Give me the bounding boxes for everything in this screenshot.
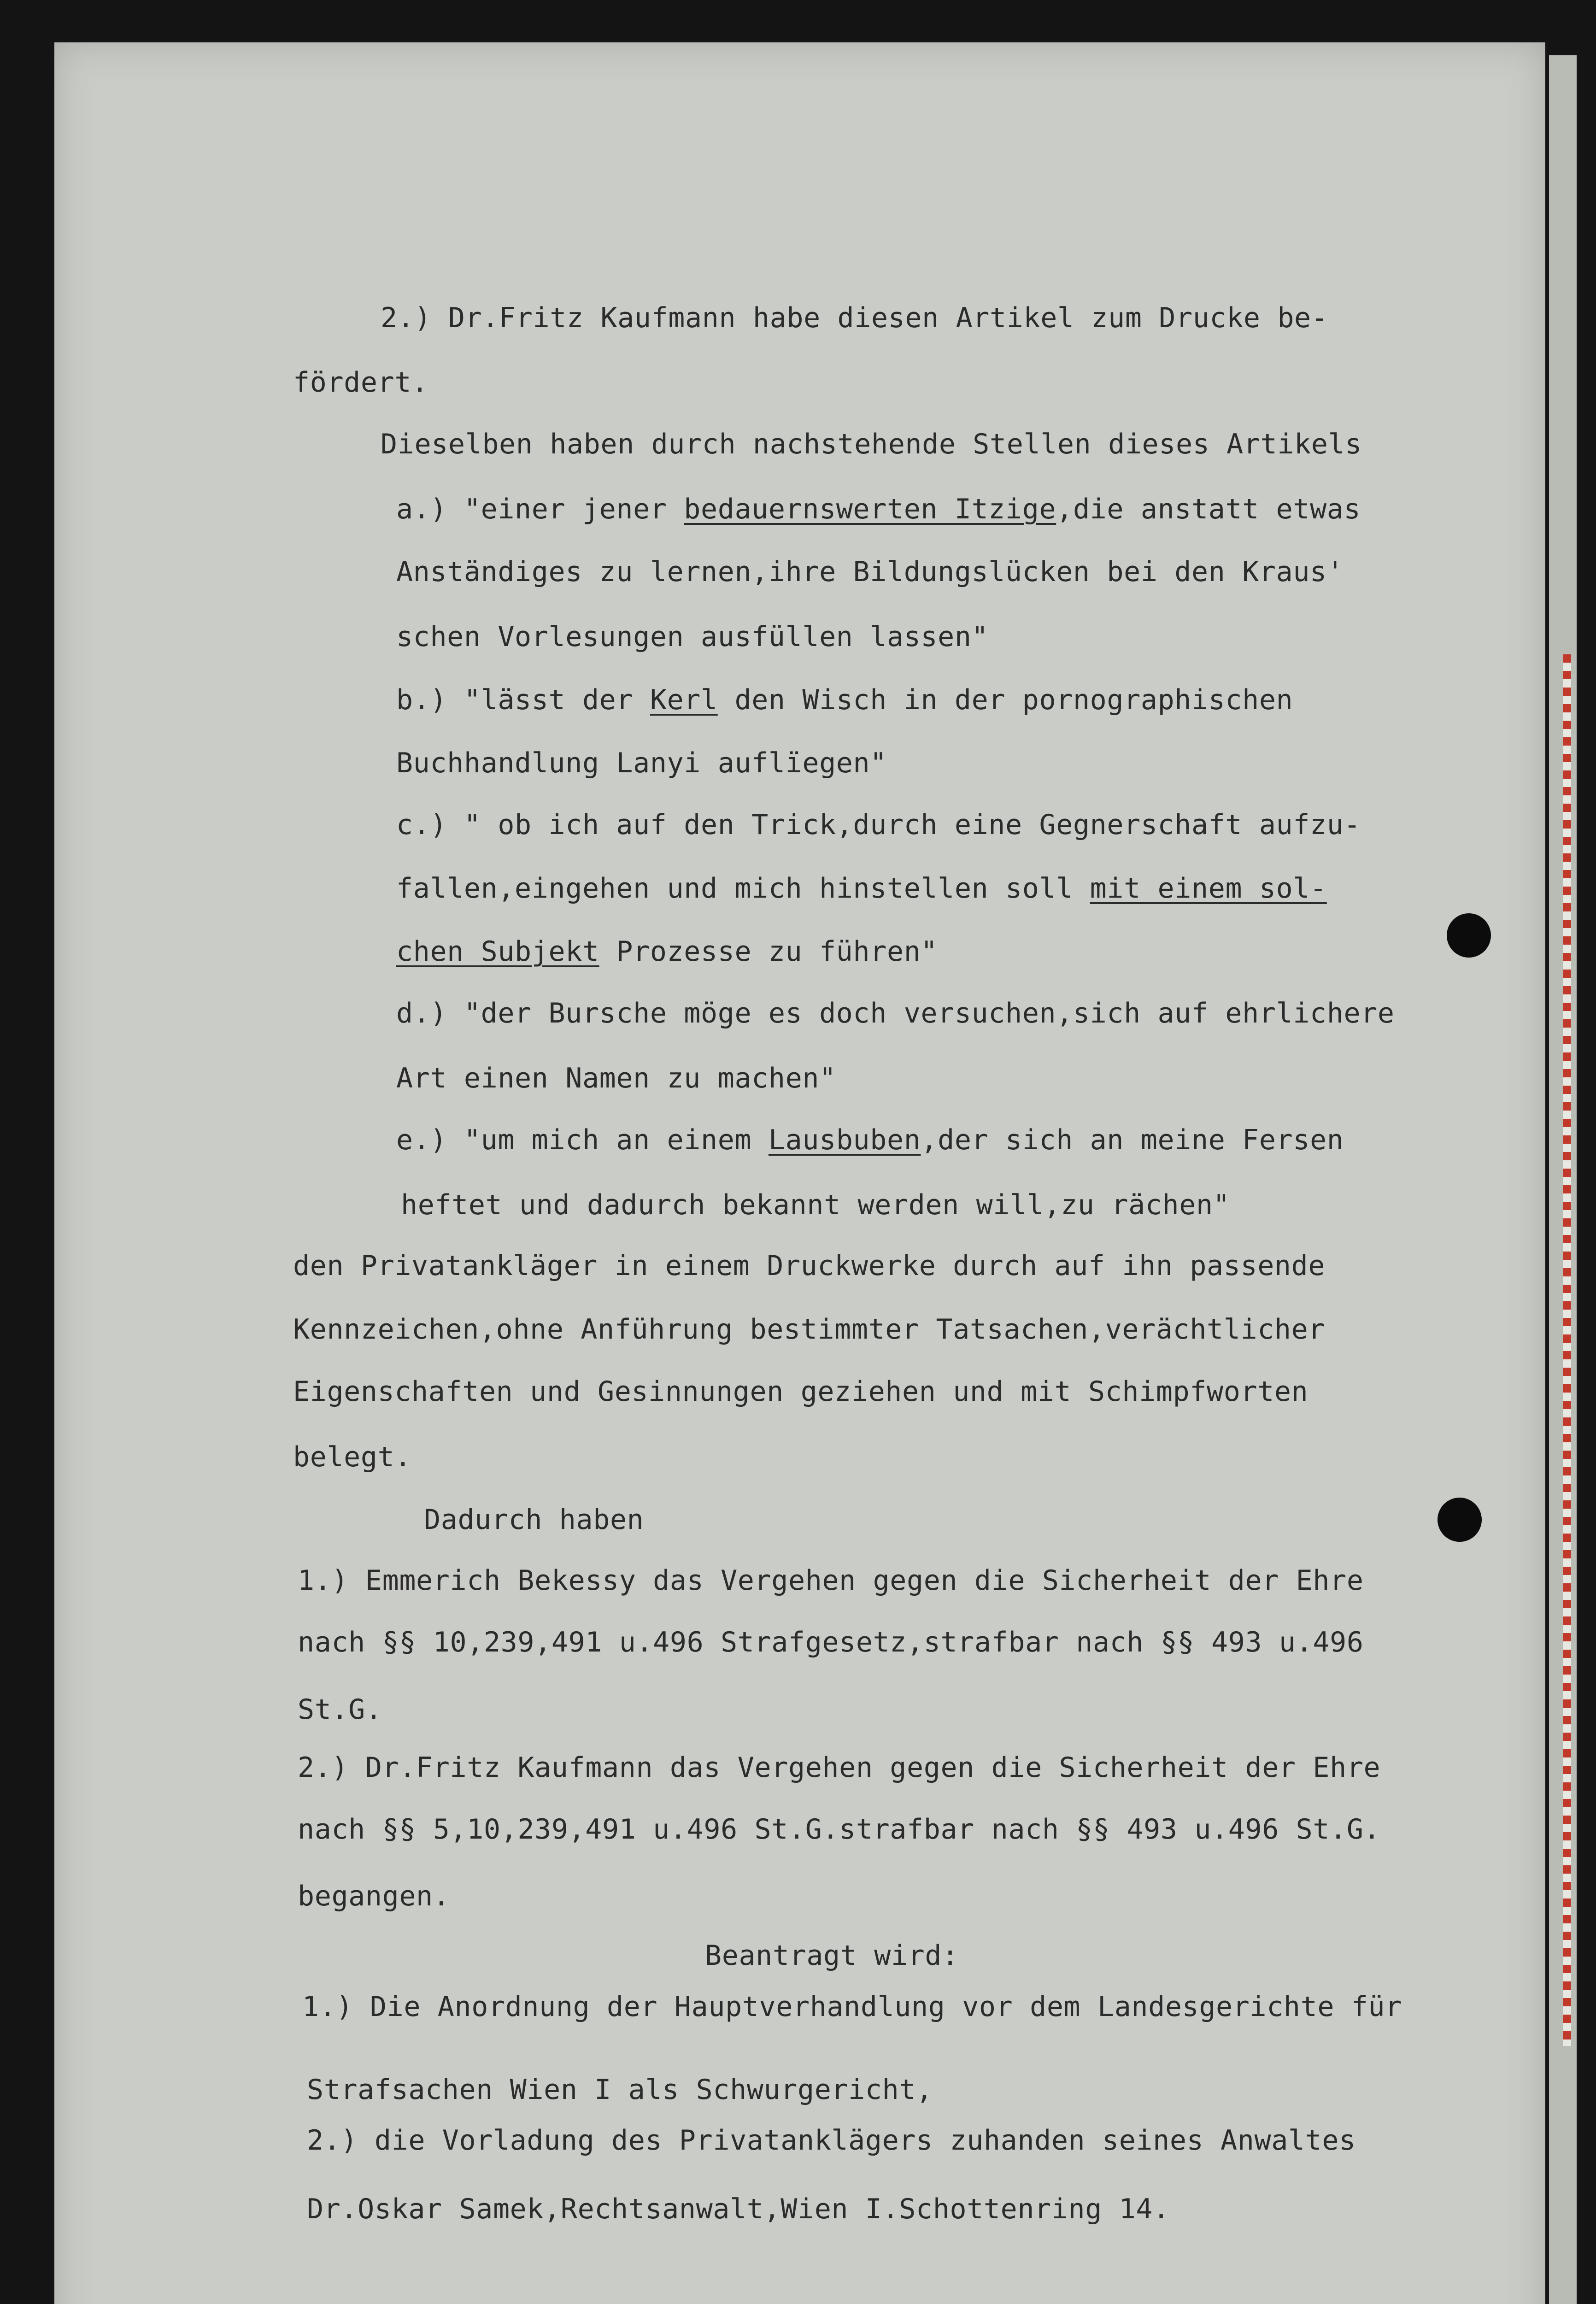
- text-line: 1.) Emmerich Bekessy das Vergehen gegen die Sicherheit der Ehre: [298, 1564, 1364, 1597]
- quote-e-suffix: ,der sich an meine Fersen: [921, 1124, 1344, 1156]
- underlined-term: chen Subjekt: [396, 935, 599, 968]
- punch-hole: [1447, 913, 1491, 958]
- text-line: Strafsachen Wien I als Schwurgericht,: [307, 2074, 933, 2106]
- quote-a-prefix: a.) "einer jener: [396, 493, 684, 525]
- text-line: nach §§ 10,239,491 u.496 Strafgesetz,strafbar nach §§ 493 u.496: [298, 1626, 1364, 1658]
- underlined-term: Kerl: [650, 684, 718, 716]
- quote-c-prefix: fallen,eingehen und mich hinstellen soll: [396, 872, 1090, 905]
- quote-a-line: [396, 495, 1361, 523]
- quote-a-suffix: ,die anstatt etwas: [1056, 493, 1361, 525]
- quote-c-suffix: Prozesse zu führen": [599, 935, 938, 968]
- quote-a-line: schen Vorlesungen ausfüllen lassen": [396, 621, 989, 653]
- text-line: 1.) Die Anordnung der Hauptverhandlung vor dem Landesgerichte für: [302, 1991, 1402, 2023]
- binding-cord: [1563, 654, 1571, 2046]
- text-line: fördert.: [293, 366, 428, 399]
- quote-d-line: Art einen Namen zu machen": [396, 1062, 836, 1094]
- quote-c-line: c.) " ob ich auf den Trick,durch eine Gegnerschaft aufzu-: [396, 809, 1361, 841]
- text-line: Eigenschaften und Gesinnungen geziehen und mit Schimpfworten: [293, 1375, 1308, 1408]
- section-heading: Dadurch haben: [424, 1504, 644, 1536]
- text-line: 2.) die Vorladung des Privatanklägers zuhanden seines Anwaltes: [307, 2124, 1356, 2157]
- text-line: Dieselben haben durch nachstehende Stellen dieses Artikels: [381, 428, 1362, 460]
- quote-c-line: [396, 872, 1327, 905]
- quote-e-prefix: e.) "um mich an einem: [396, 1124, 769, 1156]
- text-line: nach §§ 5,10,239,491 u.496 St.G.strafbar nach §§ 493 u.496 St.G.: [298, 1813, 1381, 1846]
- quote-b-line: Buchhandlung Lanyi auflïegen": [396, 747, 887, 779]
- quote-b-line: [396, 686, 1293, 714]
- text-line: belegt.: [293, 1441, 412, 1473]
- quote-a-line: Anständiges zu lernen,ihre Bildungslücken bei den Kraus': [396, 556, 1344, 588]
- text-line: 2.) Dr.Fritz Kaufmann das Vergehen gegen die Sicherheit der Ehre: [298, 1752, 1381, 1784]
- text-line: 2.) Dr.Fritz Kaufmann habe diesen Artikel zum Drucke be-: [381, 302, 1328, 334]
- quote-e-line: [396, 1126, 1344, 1154]
- section-heading: Beantragt wird:: [705, 1940, 959, 1972]
- punch-hole: [1438, 1498, 1482, 1542]
- underlined-term: mit einem sol-: [1090, 872, 1327, 905]
- underlined-term: Lausbuben: [768, 1124, 921, 1156]
- quote-b-suffix: den Wisch in der pornographischen: [717, 684, 1293, 716]
- quote-b-prefix: b.) "lässt der: [396, 684, 650, 716]
- text-line: Dr.Oskar Samek,Rechtsanwalt,Wien I.Schottenring 14.: [307, 2193, 1170, 2225]
- text-line: begangen.: [298, 1880, 450, 1912]
- quote-d-line: d.) "der Bursche möge es doch versuchen,sich auf ehrlichere: [396, 997, 1395, 1029]
- text-line: den Privatankläger in einem Druckwerke durch auf ihn passende: [293, 1250, 1326, 1282]
- quote-e-line: heftet und dadurch bekannt werden will,zu rächen": [401, 1189, 1230, 1221]
- text-line: St.G.: [298, 1693, 382, 1726]
- text-line: Kennzeichen,ohne Anführung bestimmter Tatsachen,verächtlicher: [293, 1313, 1326, 1346]
- underlined-term: bedauernswerten Itzige: [684, 493, 1056, 525]
- quote-c-line: [396, 935, 938, 968]
